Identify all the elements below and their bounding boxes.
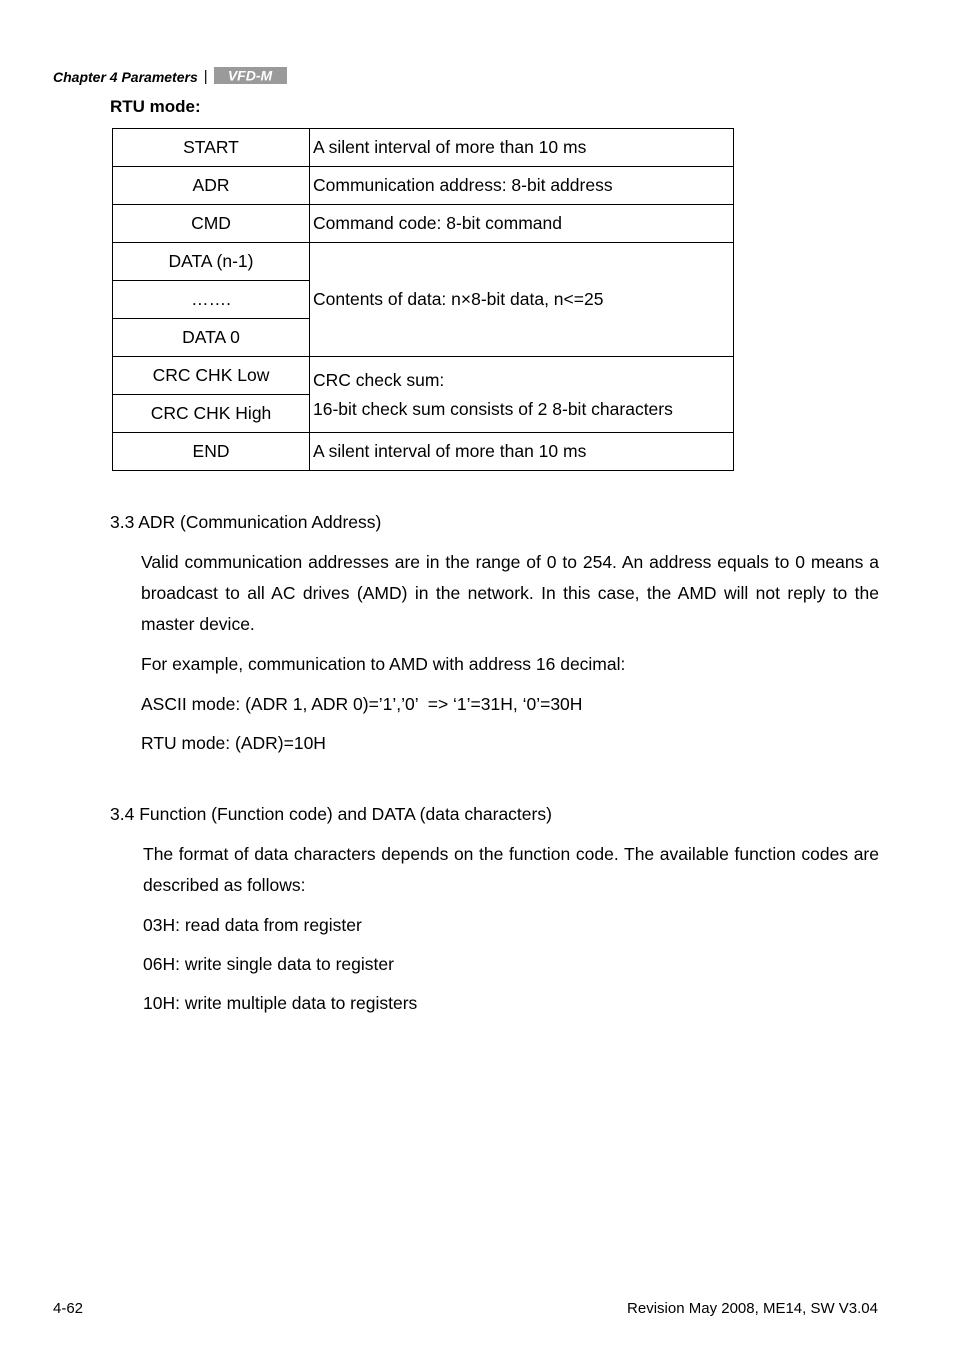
page-header [53,68,287,85]
section-3-3-paragraph: Valid communication addresses are in the range of 0 to 254. An address equals to 0 means a broadcast to all AC drives (AMD) in the network. In this case, the AMD will not reply to the master device. [141,552,879,634]
chapter-title: Chapter 4 Parameters [53,68,198,85]
function-code-item: 03H: read data from register [143,915,362,935]
table-row [113,205,734,243]
rtu-frame-table [112,128,734,471]
function-code-item: 06H: write single data to register [143,954,394,974]
start-cell: START [113,129,310,167]
crc-desc-line2: 16-bit check sum consists of 2 8-bit characters [313,398,673,419]
section-3-4-heading: 3.4 Function (Function code) and DATA (data characters) [110,804,552,824]
example-line: For example, communication to AMD with address 16 decimal: [141,654,626,674]
data-n1-cell: DATA (n-1) [113,243,310,281]
adr-cell: ADR [113,167,310,205]
table-row [113,129,734,167]
data-dots-cell: ……. [113,281,310,319]
crc-desc-line1: CRC check sum: [313,369,445,390]
end-cell: END [113,433,310,471]
table-row [113,433,734,471]
data-0-cell: DATA 0 [113,319,310,357]
page-number: 4-62 [53,1300,84,1317]
revision-info: Revision May 2008, ME14, SW V3.04 [627,1300,878,1317]
section-3-4-paragraph: The format of data characters depends on the function code. The available function codes are described as follows: [143,844,879,895]
start-desc: A silent interval of more than 10 ms [310,129,734,167]
crc-low-cell: CRC CHK Low [113,357,310,395]
rtu-mode-title: RTU mode: [110,97,201,116]
cmd-cell: CMD [113,205,310,243]
table-row [113,243,734,281]
crc-desc [310,357,734,433]
rtu-mode-line: RTU mode: (ADR)=10H [141,733,326,753]
function-code-item: 10H: write multiple data to registers [143,993,418,1013]
cmd-desc: Command code: 8-bit command [310,205,734,243]
section-3-3-heading: 3.3 ADR (Communication Address) [110,512,382,532]
table-row [113,357,734,395]
crc-high-cell: CRC CHK High [113,395,310,433]
table-row [113,167,734,205]
end-desc: A silent interval of more than 10 ms [310,433,734,471]
vfd-m-logo [214,67,287,84]
adr-desc: Communication address: 8-bit address [310,167,734,205]
ascii-mode-line: ASCII mode: (ADR 1, ADR 0)=’1’,’0’ => ‘1’=31H, ‘0’=30H [141,694,583,714]
data-desc: Contents of data: n×8-bit data, n<=25 [310,243,734,357]
svg-text:VFD-M: VFD-M [227,67,272,84]
header-separator: | [203,68,208,85]
